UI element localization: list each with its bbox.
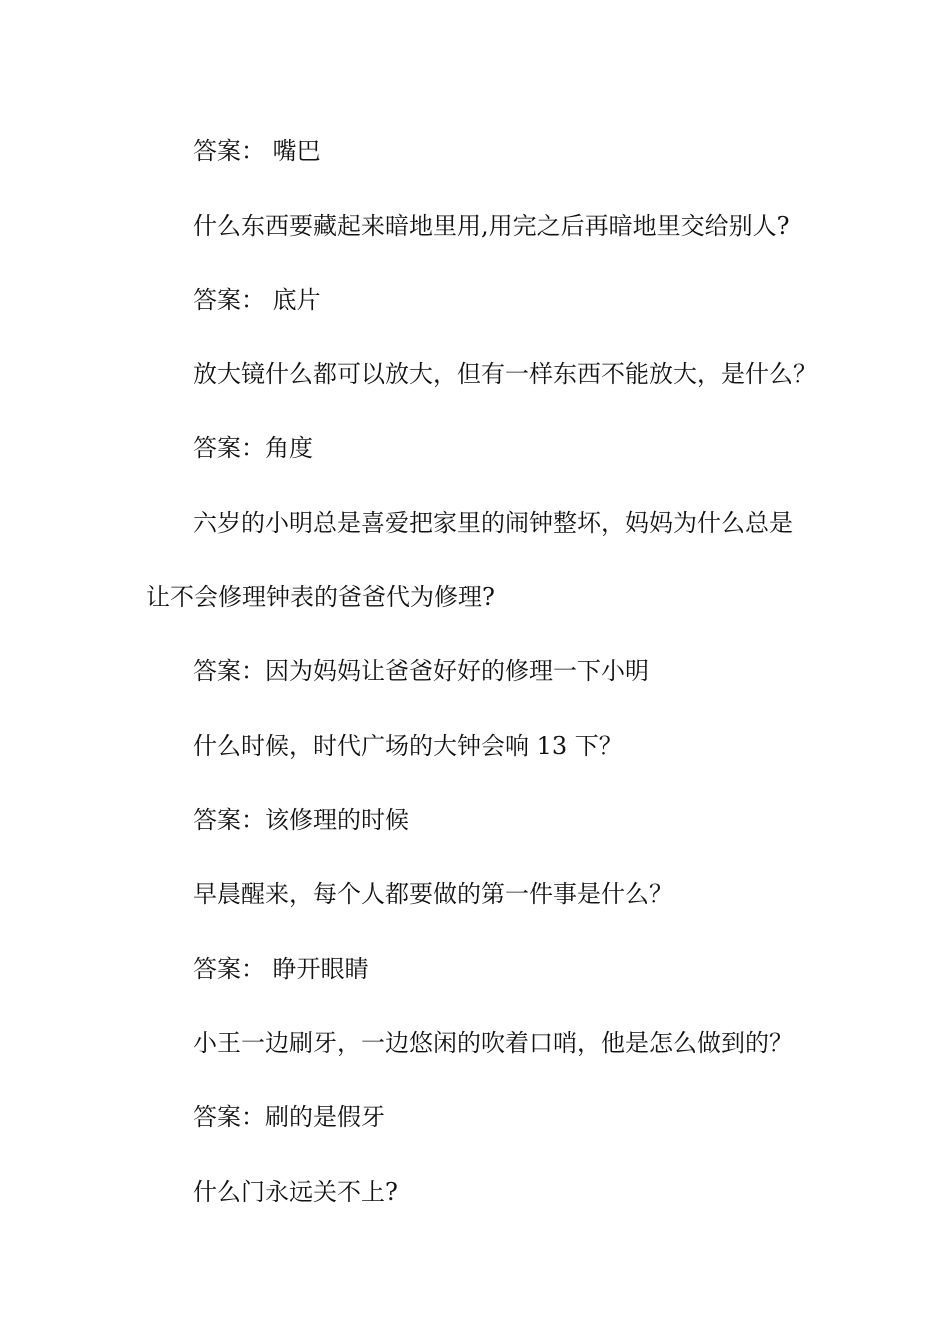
question-line: 早晨醒来，每个人都要做的第一件事是什么？ [193, 880, 673, 908]
question-line-continued: 让不会修理钟表的爸爸代为修理? [146, 583, 495, 611]
answer-line: 答案：角度 [193, 434, 313, 462]
question-line: 小王一边刷牙，一边悠闲的吹着口哨，他是怎么做到的？ [193, 1029, 793, 1057]
answer-line: 答案：刷的是假牙 [193, 1103, 385, 1131]
answer-line: 答案： 睁开眼睛 [193, 955, 369, 983]
question-line: 什么门永远关不上? [193, 1178, 398, 1206]
question-line: 六岁的小明总是喜爱把家里的闹钟整坏，妈妈为什么总是 [193, 509, 793, 537]
answer-line: 答案： 嘴巴 [193, 137, 321, 165]
answer-line: 答案：因为妈妈让爸爸好好的修理一下小明 [193, 657, 649, 685]
answer-line: 答案：该修理的时候 [193, 806, 409, 834]
question-line: 放大镜什么都可以放大，但有一样东西不能放大，是什么？ [193, 360, 817, 388]
question-line: 什么东西要藏起来暗地里用,用完之后再暗地里交给别人? [193, 212, 790, 240]
question-line: 什么时候，时代广场的大钟会响 13 下？ [193, 732, 623, 760]
answer-line: 答案： 底片 [193, 286, 321, 314]
